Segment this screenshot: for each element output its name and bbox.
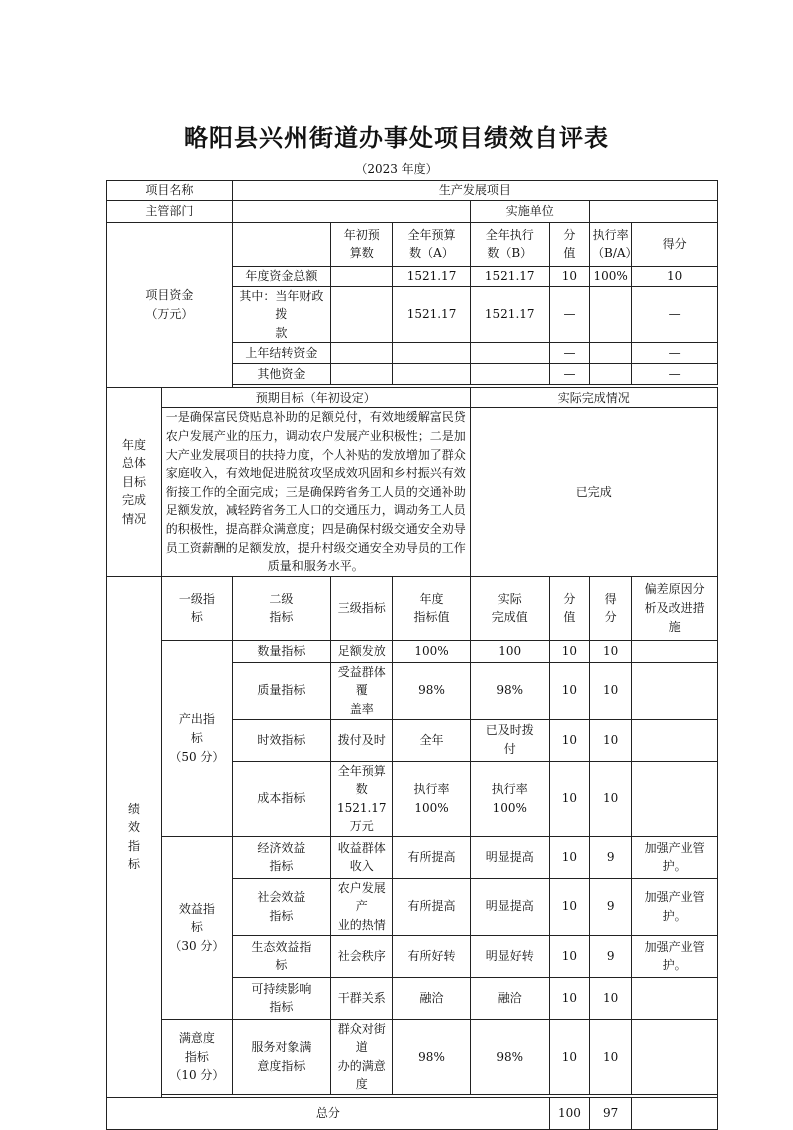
funds-rate — [590, 364, 632, 385]
l2-cell: 成本指标 — [232, 761, 330, 836]
funds-rate: 100% — [590, 266, 632, 286]
funds-row-label: 其他资金 — [232, 364, 330, 385]
actual-cell: 98% — [470, 1019, 549, 1094]
weight-cell: 10 — [549, 935, 589, 977]
funds-header-initial: 年初预 算数 — [331, 222, 393, 266]
target-cell: 融洽 — [393, 977, 470, 1019]
actual-cell: 执行率 100% — [470, 761, 549, 836]
l3-cell: 拨付及时 — [331, 719, 393, 761]
actual-cell: 明显提高 — [470, 878, 549, 935]
reason-cell: 加强产业管 护。 — [632, 878, 718, 935]
weight-cell: 10 — [549, 761, 589, 836]
l2-cell: 经济效益 指标 — [232, 836, 330, 878]
l3-cell: 受益群体覆 盖率 — [331, 662, 393, 719]
reason-cell — [632, 977, 718, 1019]
indicators-label: 绩 效 指 标 — [107, 576, 162, 1097]
reason-cell — [632, 719, 718, 761]
score-cell: 10 — [590, 719, 632, 761]
funds-row-label: 上年结转资金 — [232, 343, 330, 364]
target-cell: 100% — [393, 640, 470, 662]
header-reason: 偏差原因分 析及改进措 施 — [632, 576, 718, 640]
impl-unit-label: 实施单位 — [470, 200, 589, 222]
reason-cell — [632, 761, 718, 836]
reason-cell — [632, 640, 718, 662]
dept-value — [232, 200, 470, 222]
actual-cell: 100 — [470, 640, 549, 662]
dept-label: 主管部门 — [107, 200, 233, 222]
actual-cell: 明显提高 — [470, 836, 549, 878]
l2-cell: 生态效益指 标 — [232, 935, 330, 977]
funds-exec — [470, 364, 549, 385]
evaluation-table — [106, 180, 718, 1130]
weight-cell: 10 — [549, 1019, 589, 1094]
total-label: 总分 — [107, 1098, 550, 1130]
score-cell: 9 — [590, 935, 632, 977]
actual-result-text: 已完成 — [470, 408, 717, 576]
weight-cell: 10 — [549, 640, 589, 662]
score-cell: 10 — [590, 662, 632, 719]
goals-label: 年度 总体 目标 完成 情况 — [107, 388, 162, 576]
funds-initial — [331, 364, 393, 385]
funds-rate — [590, 343, 632, 364]
project-name-value: 生产发展项目 — [232, 181, 717, 201]
header-level1: 一级指 标 — [161, 576, 232, 640]
l2-cell: 可持续影响 指标 — [232, 977, 330, 1019]
actual-cell: 98% — [470, 662, 549, 719]
l3-cell: 群众对街道 办的满意度 — [331, 1019, 393, 1094]
l3-cell: 全年预算数 1521.17 万元 — [331, 761, 393, 836]
reason-cell — [632, 662, 718, 719]
actual-cell: 明显好转 — [470, 935, 549, 977]
funds-header-blank — [232, 222, 330, 266]
total-reason — [632, 1098, 718, 1130]
funds-row-label: 年度资金总额 — [232, 266, 330, 286]
weight-cell: 10 — [549, 662, 589, 719]
funds-weight: — — [549, 364, 589, 385]
reason-cell — [632, 1019, 718, 1094]
header-level2: 二级 指标 — [232, 576, 330, 640]
funds-weight: 10 — [549, 266, 589, 286]
l3-cell: 干群关系 — [331, 977, 393, 1019]
l3-cell: 社会秩序 — [331, 935, 393, 977]
funds-budget: 1521.17 — [393, 286, 470, 343]
funds-score: 10 — [632, 266, 718, 286]
funds-weight: — — [549, 286, 589, 343]
actual-cell: 已及时拨 付 — [470, 719, 549, 761]
l2-cell: 质量指标 — [232, 662, 330, 719]
funds-score: — — [632, 364, 718, 385]
funds-header-rate: 执行率 （B/A） — [590, 222, 632, 266]
score-cell: 10 — [590, 977, 632, 1019]
l2-cell: 时效指标 — [232, 719, 330, 761]
funds-budget — [393, 343, 470, 364]
weight-cell: 10 — [549, 878, 589, 935]
target-cell: 98% — [393, 662, 470, 719]
actual-cell: 融洽 — [470, 977, 549, 1019]
funds-header-weight: 分 值 — [549, 222, 589, 266]
funds-label: 项目资金 （万元） — [107, 222, 233, 388]
l2-cell: 服务对象满 意度指标 — [232, 1019, 330, 1094]
project-name-label: 项目名称 — [107, 181, 233, 201]
funds-exec — [470, 343, 549, 364]
target-cell: 有所提高 — [393, 836, 470, 878]
report-year: （2023 年度） — [355, 162, 438, 176]
header-weight: 分 值 — [549, 576, 589, 640]
weight-cell: 10 — [549, 977, 589, 1019]
funds-score: — — [632, 343, 718, 364]
reason-cell: 加强产业管 护。 — [632, 836, 718, 878]
funds-initial — [331, 286, 393, 343]
weight-cell: 10 — [549, 719, 589, 761]
page-title: 略阳县兴州街道办事处项目绩效自评表 — [184, 124, 609, 152]
funds-initial — [331, 266, 393, 286]
expected-goal-text: 一是确保富民贷贴息补助的足额兑付，有效地缓解富民贷农户发展产业的压力，调动农户发展产业积极性；二是加大产业发展项目的扶持力度，个人补贴的发放增加了群众家庭收入，有效地促进脱贫攻坚成效巩固和乡村振兴有效衔接工作的全面完成；三是确保跨省务工人员的交通补助足额发放，减轻跨省务工人口的交通压力，调动务工人员的积极性，提高群众满意度；四是确保村级交通安全劝导员工资薪酬的足额发放，提升村级交通安全劝导员的工作质量和服务水平。 — [161, 408, 470, 576]
score-cell: 9 — [590, 878, 632, 935]
funds-rate — [590, 286, 632, 343]
funds-row-label: 其中：当年财政拨 款 — [232, 286, 330, 343]
header-actual: 实际 完成值 — [470, 576, 549, 640]
score-cell: 10 — [590, 761, 632, 836]
header-level3: 三级指标 — [331, 576, 393, 640]
funds-exec: 1521.17 — [470, 266, 549, 286]
funds-weight: — — [549, 343, 589, 364]
header-score: 得 分 — [590, 576, 632, 640]
l2-cell: 社会效益 指标 — [232, 878, 330, 935]
actual-result-header: 实际完成情况 — [470, 388, 717, 408]
total-weight: 100 — [549, 1098, 589, 1130]
score-cell: 9 — [590, 836, 632, 878]
funds-header-score: 得分 — [632, 222, 718, 266]
funds-budget: 1521.17 — [393, 266, 470, 286]
score-cell: 10 — [590, 640, 632, 662]
l2-cell: 数量指标 — [232, 640, 330, 662]
l3-cell: 农户发展产 业的热情 — [331, 878, 393, 935]
funds-budget — [393, 364, 470, 385]
impl-unit-value — [590, 200, 718, 222]
funds-header-budget: 全年预算 数（A） — [393, 222, 470, 266]
funds-header-exec: 全年执行 数（B） — [470, 222, 549, 266]
header-target: 年度 指标值 — [393, 576, 470, 640]
funds-score: — — [632, 286, 718, 343]
output-indicator-group: 产出指 标 （50 分） — [161, 640, 232, 836]
funds-exec: 1521.17 — [470, 286, 549, 343]
satisfaction-indicator-group: 满意度 指标 （10 分） — [161, 1019, 232, 1094]
target-cell: 有所好转 — [393, 935, 470, 977]
l3-cell: 足额发放 — [331, 640, 393, 662]
reason-cell: 加强产业管 护。 — [632, 935, 718, 977]
total-score: 97 — [590, 1098, 632, 1130]
score-cell: 10 — [590, 1019, 632, 1094]
weight-cell: 10 — [549, 836, 589, 878]
funds-initial — [331, 343, 393, 364]
target-cell: 执行率 100% — [393, 761, 470, 836]
l3-cell: 收益群体收入 — [331, 836, 393, 878]
target-cell: 全年 — [393, 719, 470, 761]
expected-goal-header: 预期目标（年初设定） — [161, 388, 470, 408]
target-cell: 有所提高 — [393, 878, 470, 935]
target-cell: 98% — [393, 1019, 470, 1094]
effect-indicator-group: 效益指 标 （30 分） — [161, 836, 232, 1019]
